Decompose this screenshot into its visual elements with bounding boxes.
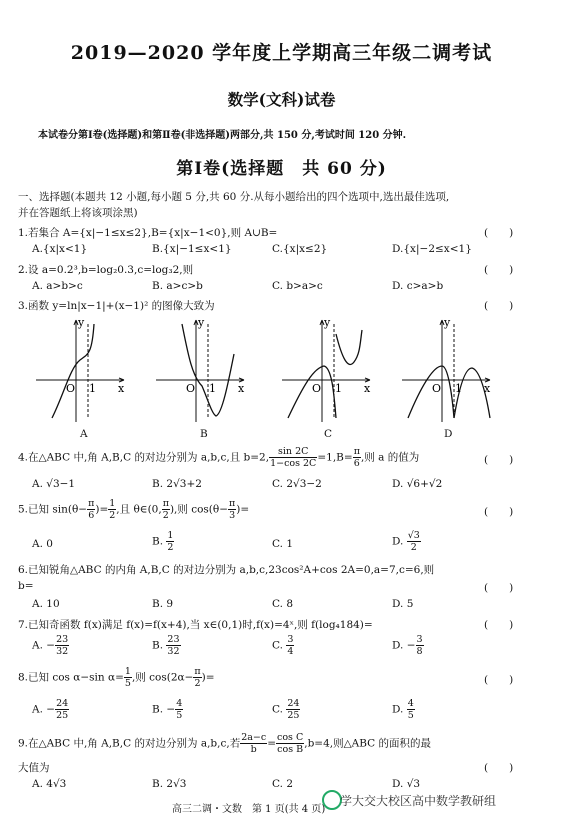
q9-option-d[interactable]: D. √3 — [392, 778, 421, 790]
q9-option-a[interactable]: A. 4√3 — [32, 778, 67, 790]
part1-instruction-2: 并在答题纸上将该项涂黑) — [18, 207, 138, 219]
q1-option-c[interactable]: C.{x|x≤2} — [272, 243, 328, 255]
q5-option-c[interactable]: C. 1 — [272, 538, 294, 550]
graph-d-y-label: y — [444, 316, 451, 329]
q3-graph-c[interactable] — [278, 314, 378, 426]
graph-d-label: D — [444, 428, 453, 440]
graph-a-one: 1 — [89, 382, 96, 395]
page-footer: 高三二调・文数 第 1 页(共 4 页) — [172, 804, 326, 815]
q6-option-b[interactable]: B. 9 — [152, 598, 174, 610]
q4-option-d[interactable]: D. √6+√2 — [392, 478, 443, 490]
q7-option-a[interactable]: A. − $\frac{23}{32}$ — [32, 634, 69, 657]
q8-option-a[interactable]: A. − $\frac{24}{25}$ — [32, 698, 69, 721]
q4-stem: 4.在△ABC 中,角 A,B,C 的对边分别为 a,b,c,且 b=2, $\frac{\sin 2C}{1-\cos 2C}$ =1,B= $\frac{\pi}{6}$ ,则 a 的值为 — [18, 446, 420, 469]
q7-stem: 7.已知奇函数 f(x)满足 f(x)=f(x+4),当 x∈(0,1)时,f(x)=4ˣ,则 f(log₄184)= — [18, 619, 373, 631]
q3-graph-b[interactable] — [152, 314, 252, 426]
q6-option-d[interactable]: D. 5 — [392, 598, 414, 610]
q1-answer-paren[interactable]: ( ) — [484, 227, 514, 239]
q1-option-d[interactable]: D.{x|−2≤x<1} — [392, 243, 472, 255]
graph-d-x-label: x — [484, 382, 491, 395]
q7-option-c[interactable]: C. $\frac{3}{4}$ — [272, 634, 294, 657]
part1-instruction-1: 一、选择题(本题共 12 小题,每小题 5 分,共 60 分.从每小题给出的四个选项中,选出最佳选项, — [18, 191, 450, 203]
q5-answer-paren[interactable]: ( ) — [484, 506, 514, 518]
q5-option-d[interactable]: D. $\frac{√3}{2}$ — [392, 530, 420, 553]
q2-option-d[interactable]: D. c>a>b — [392, 280, 444, 292]
q4-option-a[interactable]: A. √3−1 — [32, 478, 76, 490]
q5-stem: 5.已知 sin(θ− $\frac{\pi}{6}$ )= $\frac{1}{2}$ ,且 θ∈(0, $\frac{\pi}{2}$ ),则 cos(θ− $\frac{\pi}{3}$ )= — [18, 498, 250, 521]
graph-a-origin: O — [66, 382, 76, 395]
watermark-logo-icon — [322, 790, 342, 810]
q1-stem: 1.若集合 A={x|−1≤x≤2},B={x|x−1<0},则 A∪B= — [18, 227, 278, 239]
graph-c-y-label: y — [324, 316, 331, 329]
q2-stem: 2.设 a=0.2³,b=log₂0.3,c=log₃2,则 — [18, 264, 194, 276]
q9-stem-2: 大值为 — [18, 762, 50, 774]
graph-b-origin: O — [186, 382, 196, 395]
graph-c-label: C — [324, 428, 333, 440]
graph-a-x-label: x — [118, 382, 125, 395]
q2-option-c[interactable]: C. b>a>c — [272, 280, 323, 292]
q2-answer-paren[interactable]: ( ) — [484, 264, 514, 276]
exam-title: 2019—2020 学年度上学期高三年级二调考试 — [70, 42, 493, 64]
q8-option-b[interactable]: B. − $\frac{4}{5}$ — [152, 698, 183, 721]
q2-option-a[interactable]: A. a>b>c — [32, 280, 83, 292]
q9-option-c[interactable]: C. 2 — [272, 778, 294, 790]
q7-option-d[interactable]: D. − $\frac{3}{8}$ — [392, 634, 423, 657]
q1-option-a[interactable]: A.{x|x<1} — [32, 243, 88, 255]
q6-option-a[interactable]: A. 10 — [32, 598, 60, 610]
q6-stem-1: 6.已知锐角△ABC 的内角 A,B,C 的对边分别为 a,b,c,23cos²A+cos 2A=0,a=7,c=6,则 — [18, 564, 435, 576]
q1-option-b[interactable]: B.{x|−1≤x<1} — [152, 243, 232, 255]
q4-option-c[interactable]: C. 2√3−2 — [272, 478, 322, 490]
graph-b-y-label: y — [198, 316, 205, 329]
q6-option-c[interactable]: C. 8 — [272, 598, 294, 610]
graph-b-x-label: x — [238, 382, 245, 395]
q4-answer-paren[interactable]: ( ) — [484, 454, 514, 466]
q7-option-b[interactable]: B. $\frac{23}{32}$ — [152, 634, 180, 657]
q8-answer-paren[interactable]: ( ) — [484, 674, 514, 686]
graph-d-one: 1 — [455, 382, 462, 395]
q3-answer-paren[interactable]: ( ) — [484, 300, 514, 312]
q3-graph-a[interactable] — [32, 314, 132, 426]
q3-graph-d[interactable] — [398, 314, 498, 426]
q9-option-b[interactable]: B. 2√3 — [152, 778, 187, 790]
exam-subtitle: 数学(文科)试卷 — [227, 90, 336, 109]
q3-stem: 3.函数 y=ln|x−1|+(x−1)² 的图像大致为 — [18, 300, 215, 312]
graph-c-origin: O — [312, 382, 322, 395]
graph-c-x-label: x — [364, 382, 371, 395]
q4-option-b[interactable]: B. 2√3+2 — [152, 478, 202, 490]
graph-c-one: 1 — [335, 382, 342, 395]
q6-answer-paren[interactable]: ( ) — [484, 582, 514, 594]
q5-option-a[interactable]: A. 0 — [32, 538, 53, 550]
graph-a-y-label: y — [78, 316, 85, 329]
q8-stem: 8.已知 cos α−sin α= $\frac{1}{5}$ ,则 cos(2α− $\frac{\pi}{2}$ )= — [18, 666, 215, 689]
q9-stem-1: 9.在△ABC 中,角 A,B,C 的对边分别为 a,b,c,若 $\frac{2a-c}{b}$ = $\frac{\text{cos C}}{\text{cos B}}$ ,b=4,则△ABC 的面积的最 — [18, 732, 432, 755]
q2-option-b[interactable]: B. a>c>b — [152, 280, 203, 292]
graph-b-label: B — [200, 428, 208, 440]
q8-option-c[interactable]: C. $\frac{24}{25}$ — [272, 698, 300, 721]
watermark-text: 学大交大校区高中数学教研组 — [340, 794, 497, 808]
q9-answer-paren[interactable]: ( ) — [484, 762, 514, 774]
section-title: 第Ⅰ卷(选择题 共 60 分) — [176, 159, 387, 179]
graph-a-label: A — [80, 428, 88, 440]
graph-b-one: 1 — [209, 382, 216, 395]
q7-answer-paren[interactable]: ( ) — [484, 619, 514, 631]
q8-option-d[interactable]: D. $\frac{4}{5}$ — [392, 698, 414, 721]
exam-intro: 本试卷分第Ⅰ卷(选择题)和第Ⅱ卷(非选择题)两部分,共 150 分,考试时间 120 分钟. — [38, 130, 407, 141]
q5-option-b[interactable]: B. $\frac{1}{2}$ — [152, 530, 174, 553]
q6-stem-2: b= — [18, 580, 34, 592]
graph-d-origin: O — [432, 382, 442, 395]
